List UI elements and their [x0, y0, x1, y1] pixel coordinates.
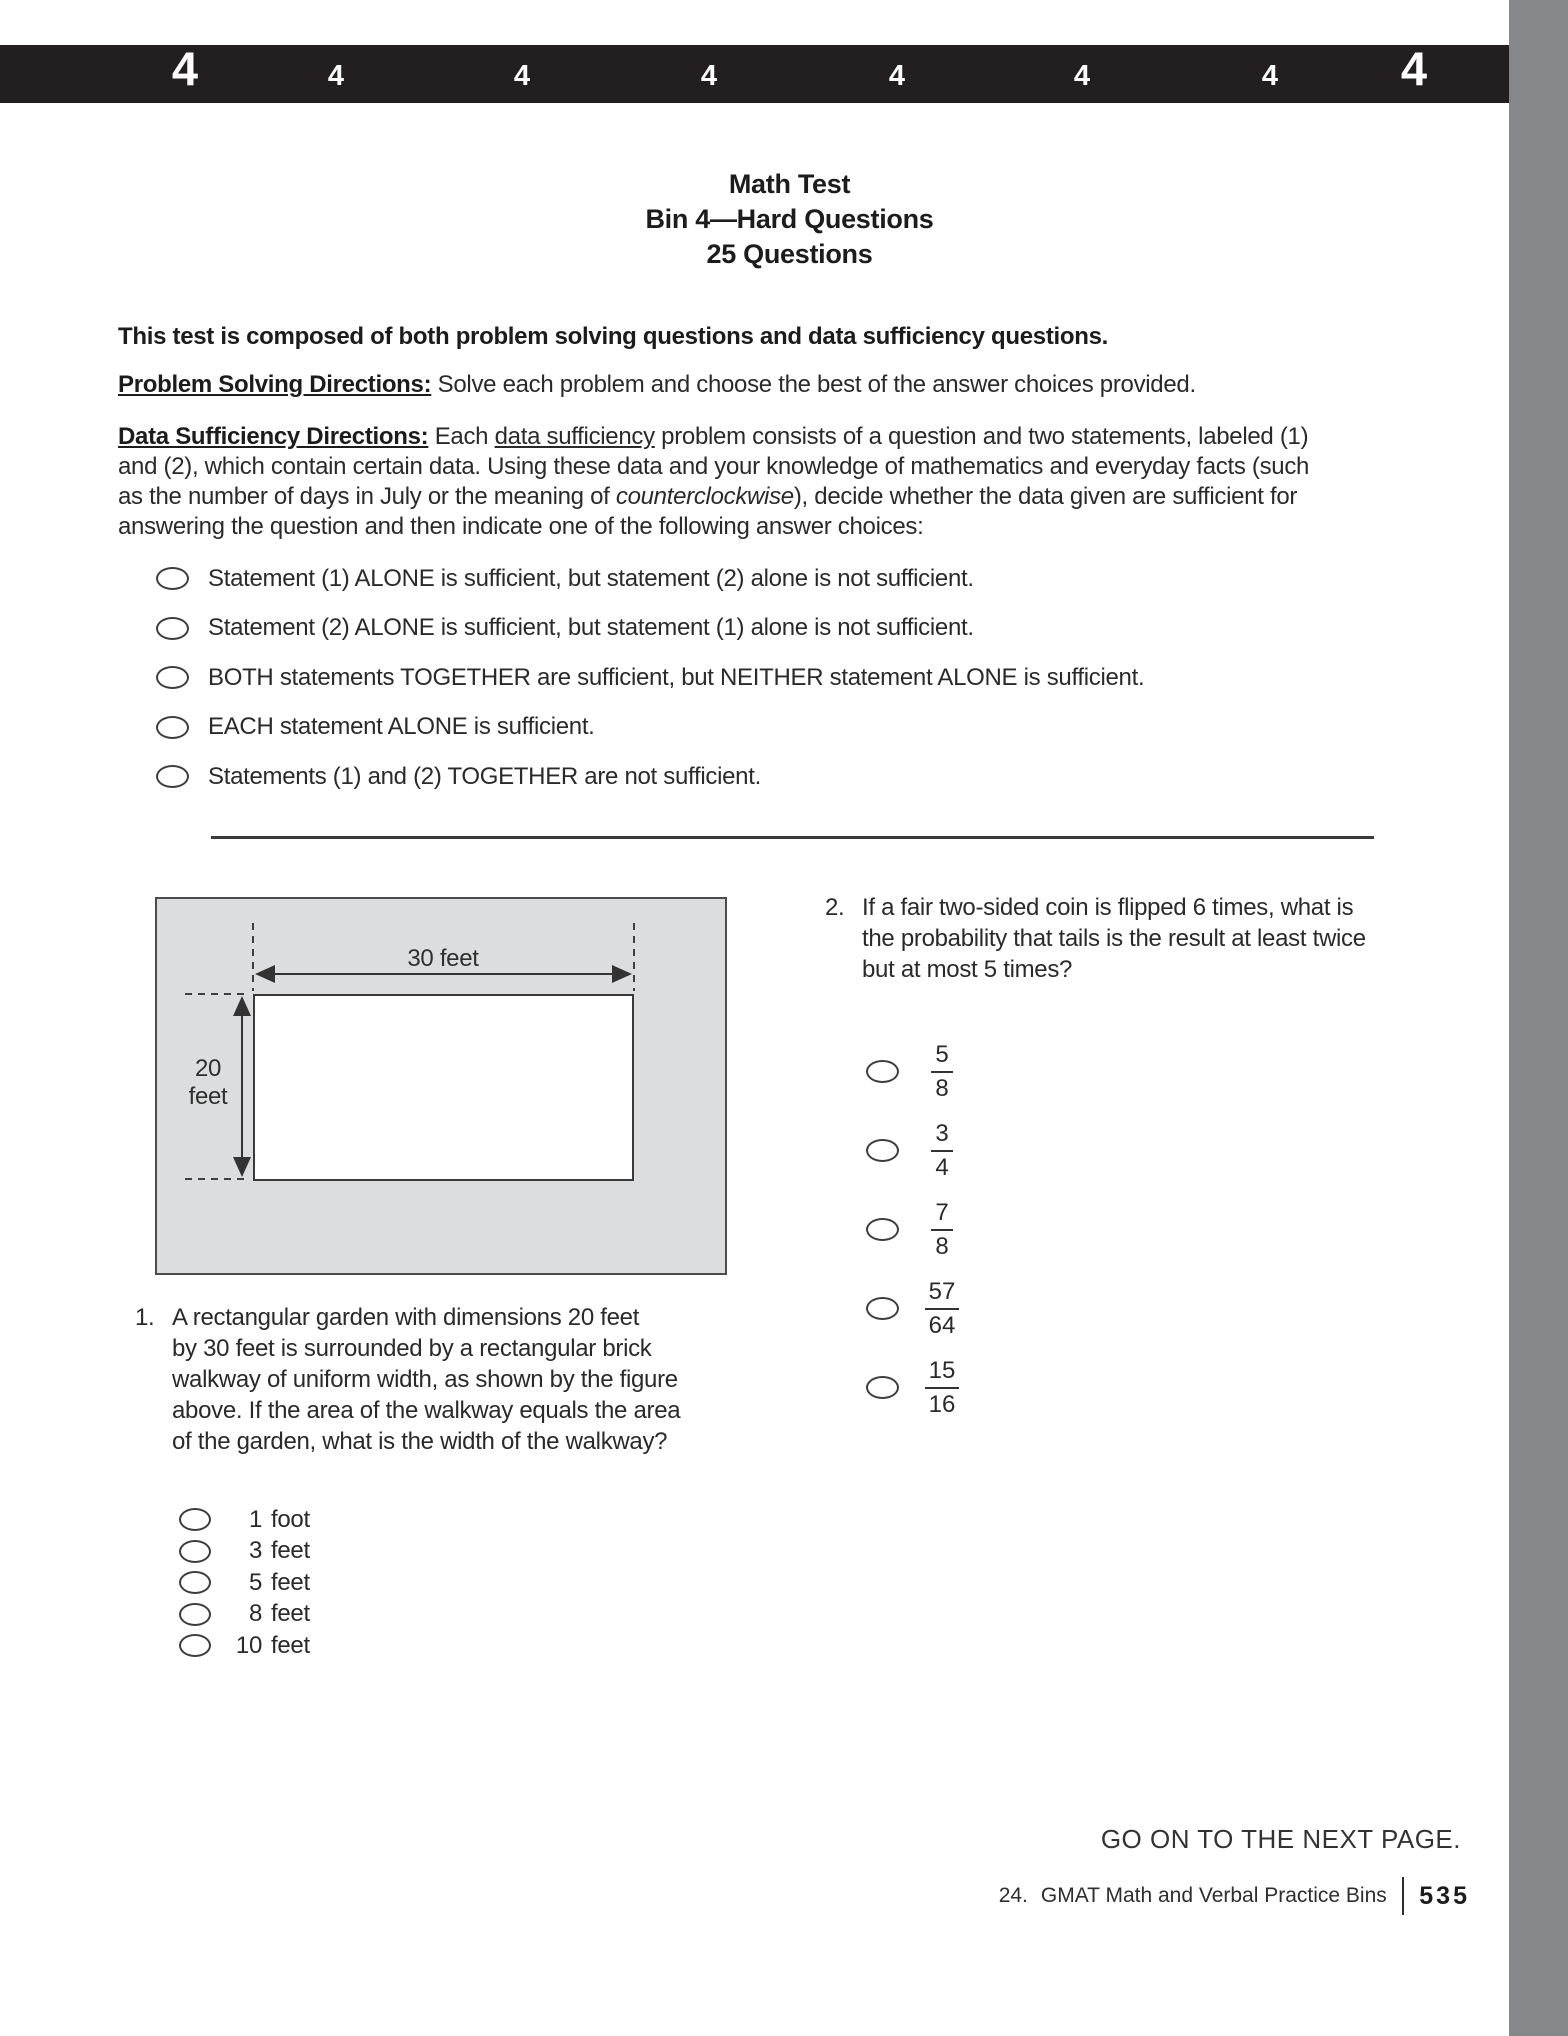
page-number: 535: [1419, 1881, 1470, 1910]
data-sufficiency-directions: [118, 422, 1478, 542]
answer-bubble[interactable]: [866, 1376, 899, 1399]
q1-option-unit: feet: [271, 1600, 310, 1628]
question-1: [135, 1302, 680, 1457]
section-number: 4: [888, 60, 906, 92]
question-2-text: If a fair two-sided coin is flipped 6 times, what is the probability that tails is the result at least twice but at most 5 times?: [862, 894, 1366, 983]
ds-answer-choices: [156, 554, 1144, 802]
ds-choice-row: [156, 752, 1144, 802]
ds-choice-label: BOTH statements TOGETHER are sufficient, but NEITHER statement ALONE is sufficient.: [208, 663, 1145, 691]
answer-bubble[interactable]: [866, 1139, 899, 1162]
question-1-options: [179, 1504, 310, 1662]
page-footer: [999, 1876, 1470, 1916]
question-2-options: [866, 1040, 985, 1419]
question-1-number: 1.: [135, 1304, 155, 1331]
ds-choice-label: Statement (2) ALONE is sufficient, but statement (1) alone is not sufficient.: [208, 614, 974, 642]
q1-option-unit: feet: [271, 1568, 310, 1596]
section-number: 4: [171, 42, 199, 95]
q2-option-row: [866, 1119, 985, 1182]
data-sufficiency-directions-label: Data Sufficiency Directions:: [118, 423, 429, 450]
section-divider: [211, 836, 1374, 839]
figure-width-label: 30 feet: [407, 945, 479, 972]
q1-option-row: [179, 1630, 310, 1662]
test-title: [118, 167, 1461, 272]
footer-book-title: GMAT Math and Verbal Practice Bins: [1040, 1884, 1387, 1907]
ds-choice-label: EACH statement ALONE is sufficient.: [208, 713, 595, 741]
q1-option-value: 3: [248, 1537, 262, 1565]
answer-bubble[interactable]: [179, 1571, 211, 1594]
section-number: 4: [513, 60, 531, 92]
q2-option-row: [866, 1277, 985, 1340]
q1-option-row: [179, 1536, 310, 1568]
q1-option-value: 5: [248, 1568, 262, 1596]
question-1-text: A rectangular garden with dimensions 20 feet by 30 feet is surrounded by a rectangular brick walkway of uniform width, as shown by the figure above. If the area of the walkway equals the area of the garden, what is the width of the walkway?: [172, 1304, 681, 1455]
section-number-bar: [0, 42, 1509, 103]
problem-solving-directions-label: Problem Solving Directions:: [118, 371, 432, 398]
ds-directions-line: and (2), which contain certain data. Using these data and your knowledge of mathematics and everyday facts (such: [118, 453, 1310, 480]
fraction-option: $\frac{3}{4}$: [931, 1121, 952, 1181]
q2-option-row: [866, 1198, 985, 1261]
q1-option-value: 8: [248, 1600, 262, 1628]
q1-option-unit: foot: [271, 1505, 310, 1533]
section-number: 4: [1400, 42, 1428, 95]
figure-height-label: 20 feet: [188, 1055, 228, 1110]
ds-directions-line: Data Sufficiency Directions: Each data sufficiency problem consists of a question and two statements, labeled (1): [118, 423, 1309, 450]
ds-choice-row: [156, 554, 1144, 604]
q1-option-unit: feet: [271, 1631, 310, 1659]
answer-bubble[interactable]: [156, 567, 189, 590]
q1-option-row: [179, 1599, 310, 1631]
footer-divider: [1402, 1877, 1405, 1915]
fraction-option: $\frac{5}{8}$: [931, 1042, 952, 1102]
go-on-instruction: GO ON TO THE NEXT PAGE.: [1100, 1824, 1461, 1854]
q2-option-row: [866, 1040, 985, 1103]
answer-bubble[interactable]: [866, 1218, 899, 1241]
answer-bubble[interactable]: [866, 1060, 899, 1083]
page-edge-strip: [1509, 0, 1568, 2036]
question-2-number: 2.: [825, 894, 845, 921]
section-number: 4: [1073, 60, 1091, 92]
test-title-line: 25 Questions: [706, 239, 873, 269]
answer-bubble[interactable]: [156, 765, 189, 788]
answer-bubble[interactable]: [179, 1603, 211, 1626]
q1-option-row: [179, 1504, 310, 1536]
q1-option-value: 1: [248, 1505, 262, 1533]
q1-option-row: [179, 1567, 310, 1599]
ds-choice-label: Statement (1) ALONE is sufficient, but statement (2) alone is not sufficient.: [208, 564, 974, 592]
test-composition-note: This test is composed of both problem solving questions and data sufficiency questions.: [118, 323, 1109, 350]
fraction-option: $\frac{15}{16}$: [925, 1358, 960, 1418]
answer-bubble[interactable]: [156, 716, 189, 739]
problem-solving-directions-text: Solve each problem and choose the best of the answer choices provided.: [431, 371, 1196, 398]
answer-bubble[interactable]: [179, 1508, 211, 1531]
ds-choice-row: [156, 703, 1144, 753]
answer-bubble[interactable]: [179, 1540, 211, 1563]
problem-solving-directions: [118, 370, 1478, 400]
answer-bubble[interactable]: [179, 1634, 211, 1657]
fraction-option: $\frac{57}{64}$: [925, 1279, 960, 1339]
answer-bubble[interactable]: [156, 617, 189, 640]
ds-choice-row: [156, 604, 1144, 654]
section-number: 4: [700, 60, 718, 92]
question-2: [825, 892, 1366, 985]
ds-directions-line: as the number of days in July or the meaning of counterclockwise), decide whether the data given are sufficient for: [118, 483, 1298, 510]
footer-chapter-number: 24.: [998, 1884, 1028, 1907]
test-title-line: Bin 4—Hard Questions: [645, 204, 934, 234]
q1-option-value: 10: [235, 1631, 262, 1659]
ds-choice-row: [156, 653, 1144, 703]
garden-walkway-figure: [155, 897, 727, 1275]
q1-option-unit: feet: [271, 1537, 310, 1565]
answer-bubble[interactable]: [866, 1297, 899, 1320]
q2-option-row: [866, 1356, 985, 1419]
ds-choice-label: Statements (1) and (2) TOGETHER are not sufficient.: [208, 762, 761, 790]
garden-rect: [253, 994, 634, 1181]
fraction-option: $\frac{7}{8}$: [931, 1200, 952, 1260]
section-number: 4: [1261, 60, 1279, 92]
ds-directions-line: answering the question and then indicate one of the following answer choices:: [118, 513, 924, 540]
test-title-line: Math Test: [728, 169, 851, 199]
section-number: 4: [327, 60, 345, 92]
answer-bubble[interactable]: [156, 666, 189, 689]
